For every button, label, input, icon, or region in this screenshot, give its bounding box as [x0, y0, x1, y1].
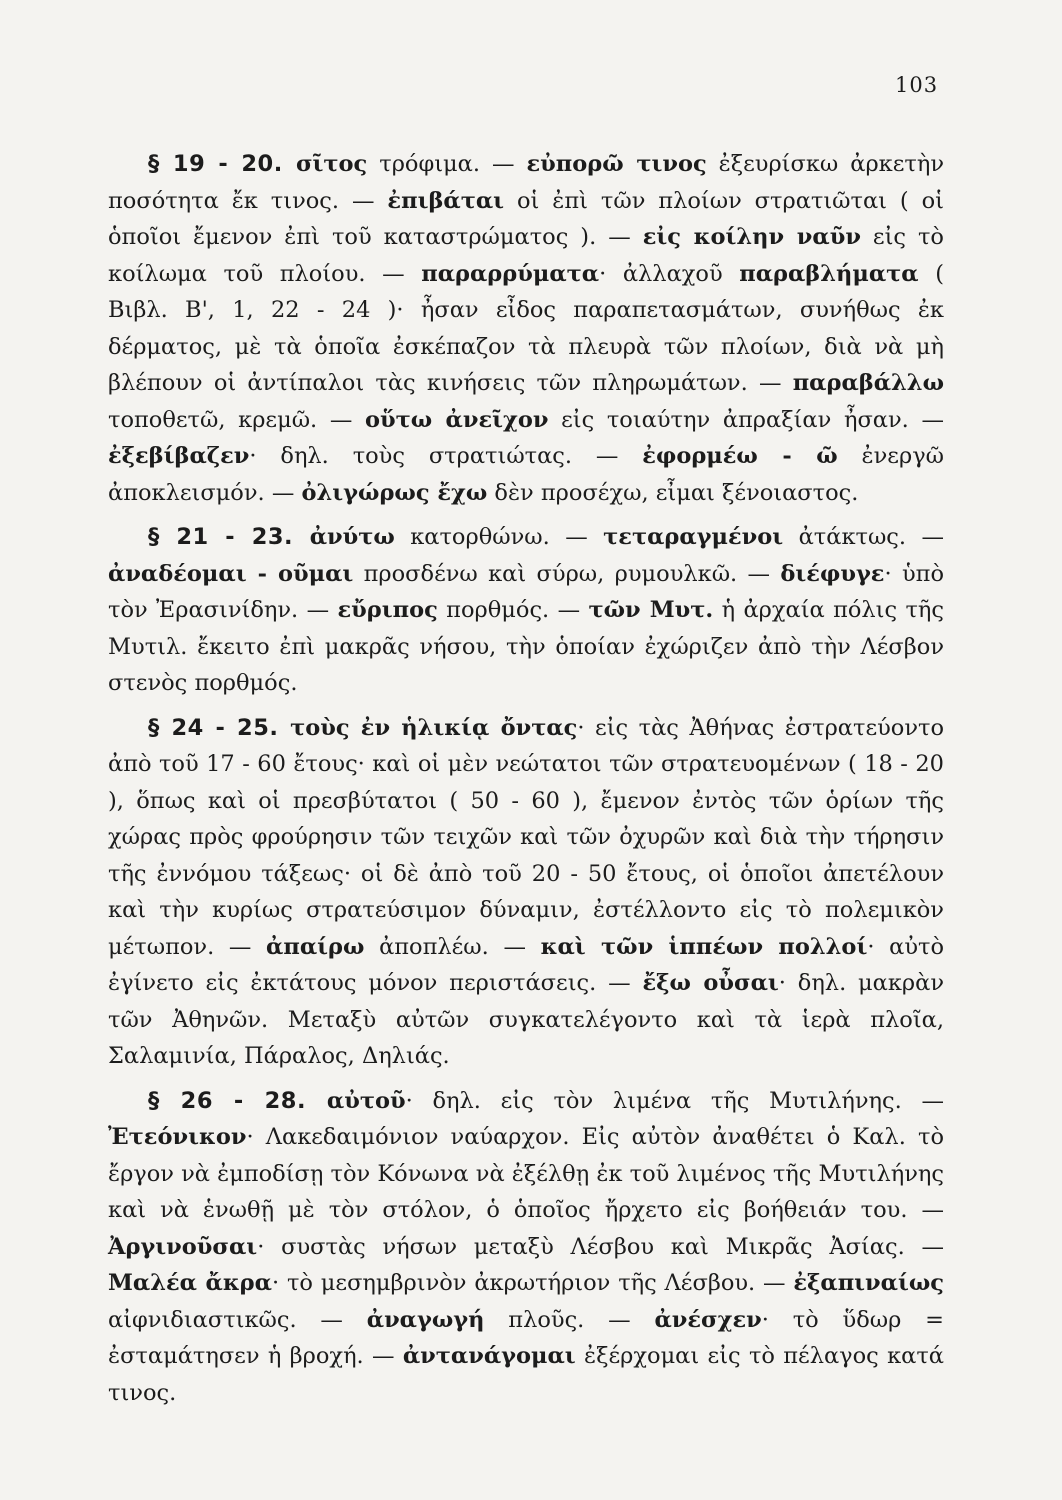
- section-ref: § 21 - 23.: [148, 524, 310, 550]
- lemma: παραβλήματα: [739, 260, 919, 287]
- gloss-text: · δηλ. εἰς τὸν λιμένα τῆς Μυτιλήνης. —: [405, 1087, 944, 1114]
- paragraph: [108, 1083, 944, 1412]
- gloss-text: κατορθώνω. —: [394, 524, 604, 550]
- gloss-text: ἐξέρχομαι εἰς τὸ πέλαγος κατά τινος.: [108, 1343, 944, 1406]
- gloss-text: αἰφνιδιαστικῶς. —: [108, 1306, 367, 1333]
- lemma: σῖτος: [295, 151, 368, 177]
- gloss-text: · Λακεδαιμόνιον ναύαρχον. Εἰς αὐτὸν ἀναθέτει ὁ Καλ. τὸ ἔργον νὰ ἐμποδίσῃ τὸν Κόνωνα νὰ ἐξέλθῃ ἐκ τοῦ λιμένος τῆς Μυτιλήνης καὶ νὰ ἑνωθῇ μὲ τὸν στόλον, ὁ ὁποῖος ἤρχετο εἰς βοήθειάν του. —: [108, 1124, 944, 1223]
- lemma: ἀνέσχεν: [654, 1306, 762, 1333]
- gloss-text: · συστὰς νήσων μεταξὺ Λέσβου καὶ Μικρᾶς Ἀσίας. —: [257, 1233, 944, 1260]
- lemma: ἀντανάγομαι: [402, 1343, 576, 1369]
- lemma: τεταραγμένοι: [603, 524, 784, 550]
- page-number: 103: [895, 73, 939, 97]
- lemma: αὐτοῦ: [326, 1087, 406, 1114]
- lemma: Ἀργινοῦσαι: [108, 1233, 258, 1260]
- section-ref: § 24 - 25.: [148, 714, 291, 741]
- gloss-text: προσδένω καὶ σύρω, ρυμουλκῶ. —: [353, 560, 781, 587]
- commentary-text: [108, 146, 944, 1411]
- gloss-text: · αὐτὸ ἐγίνετο εἰς ἐκτάτους μόνον περιστάσεις. —: [108, 933, 944, 996]
- lemma: ἀπαίρω: [266, 933, 365, 960]
- gloss-text: · τὸ μεσημβρινὸν ἀκρωτήριον τῆς Λέσβου. —: [271, 1270, 794, 1296]
- lemma: ἀναδέομαι - οῦμαι: [108, 560, 354, 587]
- lemma: Ἐτεόνικον: [108, 1124, 247, 1150]
- lemma: παραρρύματα: [421, 260, 600, 287]
- gloss-text: ἐξευρίσκω ἀρκετὴν ποσότητα ἔκ τινος. —: [108, 151, 945, 214]
- gloss-text: · τὸ ὕδωρ = ἐσταμάτησεν ἡ βροχή. —: [108, 1306, 944, 1369]
- lemma: Μαλέα ἄκρα: [108, 1270, 272, 1296]
- lemma: ἐξαπιναίως: [793, 1270, 944, 1296]
- gloss-text: τοποθετῶ, κρεμῶ. —: [108, 406, 366, 433]
- gloss-text: δὲν προσέχω, εἶμαι ξένοιαστος.: [487, 479, 859, 506]
- lemma: καὶ τῶν ἱππέων πολλοί: [540, 933, 868, 960]
- lemma: εὔριπος: [337, 597, 438, 623]
- gloss-text: ἀποπλέω. —: [364, 933, 541, 960]
- gloss-text: ἐνεργῶ ἀποκλεισμόν. —: [108, 443, 944, 506]
- paragraph: [108, 710, 944, 1075]
- gloss-text: ( Βιβλ. Β', 1, 22 - 24 )· ἦσαν εἶδος παραπετασμάτων, συνήθως ἐκ δέρματος, μὲ τὰ ὁποῖα ἐσκέπαζον τὰ πλευρὰ τῶν πλοίων, διὰ νὰ μὴ βλέπουν οἱ ἀντίπαλοι τὰς κινήσεις τῶν πληρωμάτων. —: [108, 260, 944, 396]
- gloss-text: · εἰς τὰς Ἀθήνας ἐστρατεύοντο ἀπὸ τοῦ 17 - 60 ἔτους· καὶ οἱ μὲν νεώτατοι τῶν στρατευομένων ( 18 - 20 ), ὅπως καὶ οἱ πρεσβύτατοι ( 50 - 60 ), ἔμενον ἐντὸς τῶν ὁρίων τῆς χώρας πρὸς φρούρησιν τῶν τειχῶν καὶ τῶν ὀχυρῶν καὶ διὰ τὴν τήρησιν τῆς ἐννόμου τάξεως· οἱ δὲ ἀπὸ τοῦ 20 - 50 ἔτους, οἱ ὁποῖοι ἀπετέλουν καὶ τὴν κυρίως στρατεύσιμον δύναμιν, ἐστέλλοντο εἰς τὸ πολεμικὸν μέτωπον. —: [108, 714, 945, 960]
- lemma: ἔξω οὖσαι: [642, 970, 779, 996]
- gloss-text: · δηλ. τοὺς στρατιώτας. —: [249, 443, 643, 469]
- section-ref: § 26 - 28.: [148, 1087, 327, 1114]
- gloss-text: οἱ ἐπὶ τῶν πλοίων στρατιῶται ( οἱ ὁποῖοι ἔμενον ἐπὶ τοῦ καταστρώματος ). —: [108, 187, 944, 250]
- gloss-text: εἰς τοιαύτην ἀπραξίαν ἦσαν. —: [548, 406, 944, 433]
- lemma: ἐξεβίβαζεν: [108, 443, 250, 469]
- lemma: εὐπορῶ τινος: [526, 151, 707, 177]
- gloss-text: ἡ ἀρχαία πόλις τῆς Μυτιλ. ἔκειτο ἐπὶ μακρᾶς νήσου, τὴν ὁποίαν ἐχώριζεν ἀπὸ τὴν Λέσβον στενὸς πορθμός.: [108, 597, 945, 696]
- lemma: τῶν Μυτ.: [588, 597, 714, 623]
- section-ref: § 19 - 20.: [148, 151, 296, 177]
- lemma: διέφυγε: [780, 560, 885, 587]
- lemma: ἀνύτω: [309, 524, 395, 550]
- lemma: ὀλιγώρως ἔχω: [301, 479, 488, 506]
- lemma: εἰς κοίλην ναῦν: [642, 224, 861, 250]
- lemma: ἐφορμέω - ῶ: [642, 443, 838, 469]
- lemma: οὕτω ἀνεῖχον: [365, 406, 549, 433]
- gloss-text: τρόφιμα. —: [367, 151, 527, 177]
- gloss-text: · ὑπὸ τὸν Ἐρασινίδην. —: [108, 560, 944, 623]
- gloss-text: εἰς τὸ κοίλωμα τοῦ πλοίου. —: [108, 224, 944, 287]
- lemma: ἐπιβάται: [387, 187, 505, 214]
- gloss-text: πλοῦς. —: [484, 1306, 655, 1333]
- lemma: ἀναγωγή: [366, 1306, 485, 1333]
- lemma: παραβάλλω: [792, 370, 944, 396]
- lemma: τοὺς ἐν ἡλικίᾳ ὄντας: [290, 714, 578, 741]
- paragraph: [108, 146, 944, 511]
- gloss-text: · δηλ. μακρὰν τῶν Ἀθηνῶν. Μεταξὺ αὐτῶν συγκατελέγοντο καὶ τὰ ἱερὰ πλοῖα, Σαλαμινία, Πάραλος, Δηλιάς.: [108, 970, 945, 1069]
- gloss-text: ἀτάκτως. —: [783, 524, 944, 550]
- gloss-text: · ἀλλαχοῦ: [599, 260, 740, 287]
- gloss-text: πορθμός. —: [437, 597, 589, 623]
- paragraph: [108, 519, 944, 702]
